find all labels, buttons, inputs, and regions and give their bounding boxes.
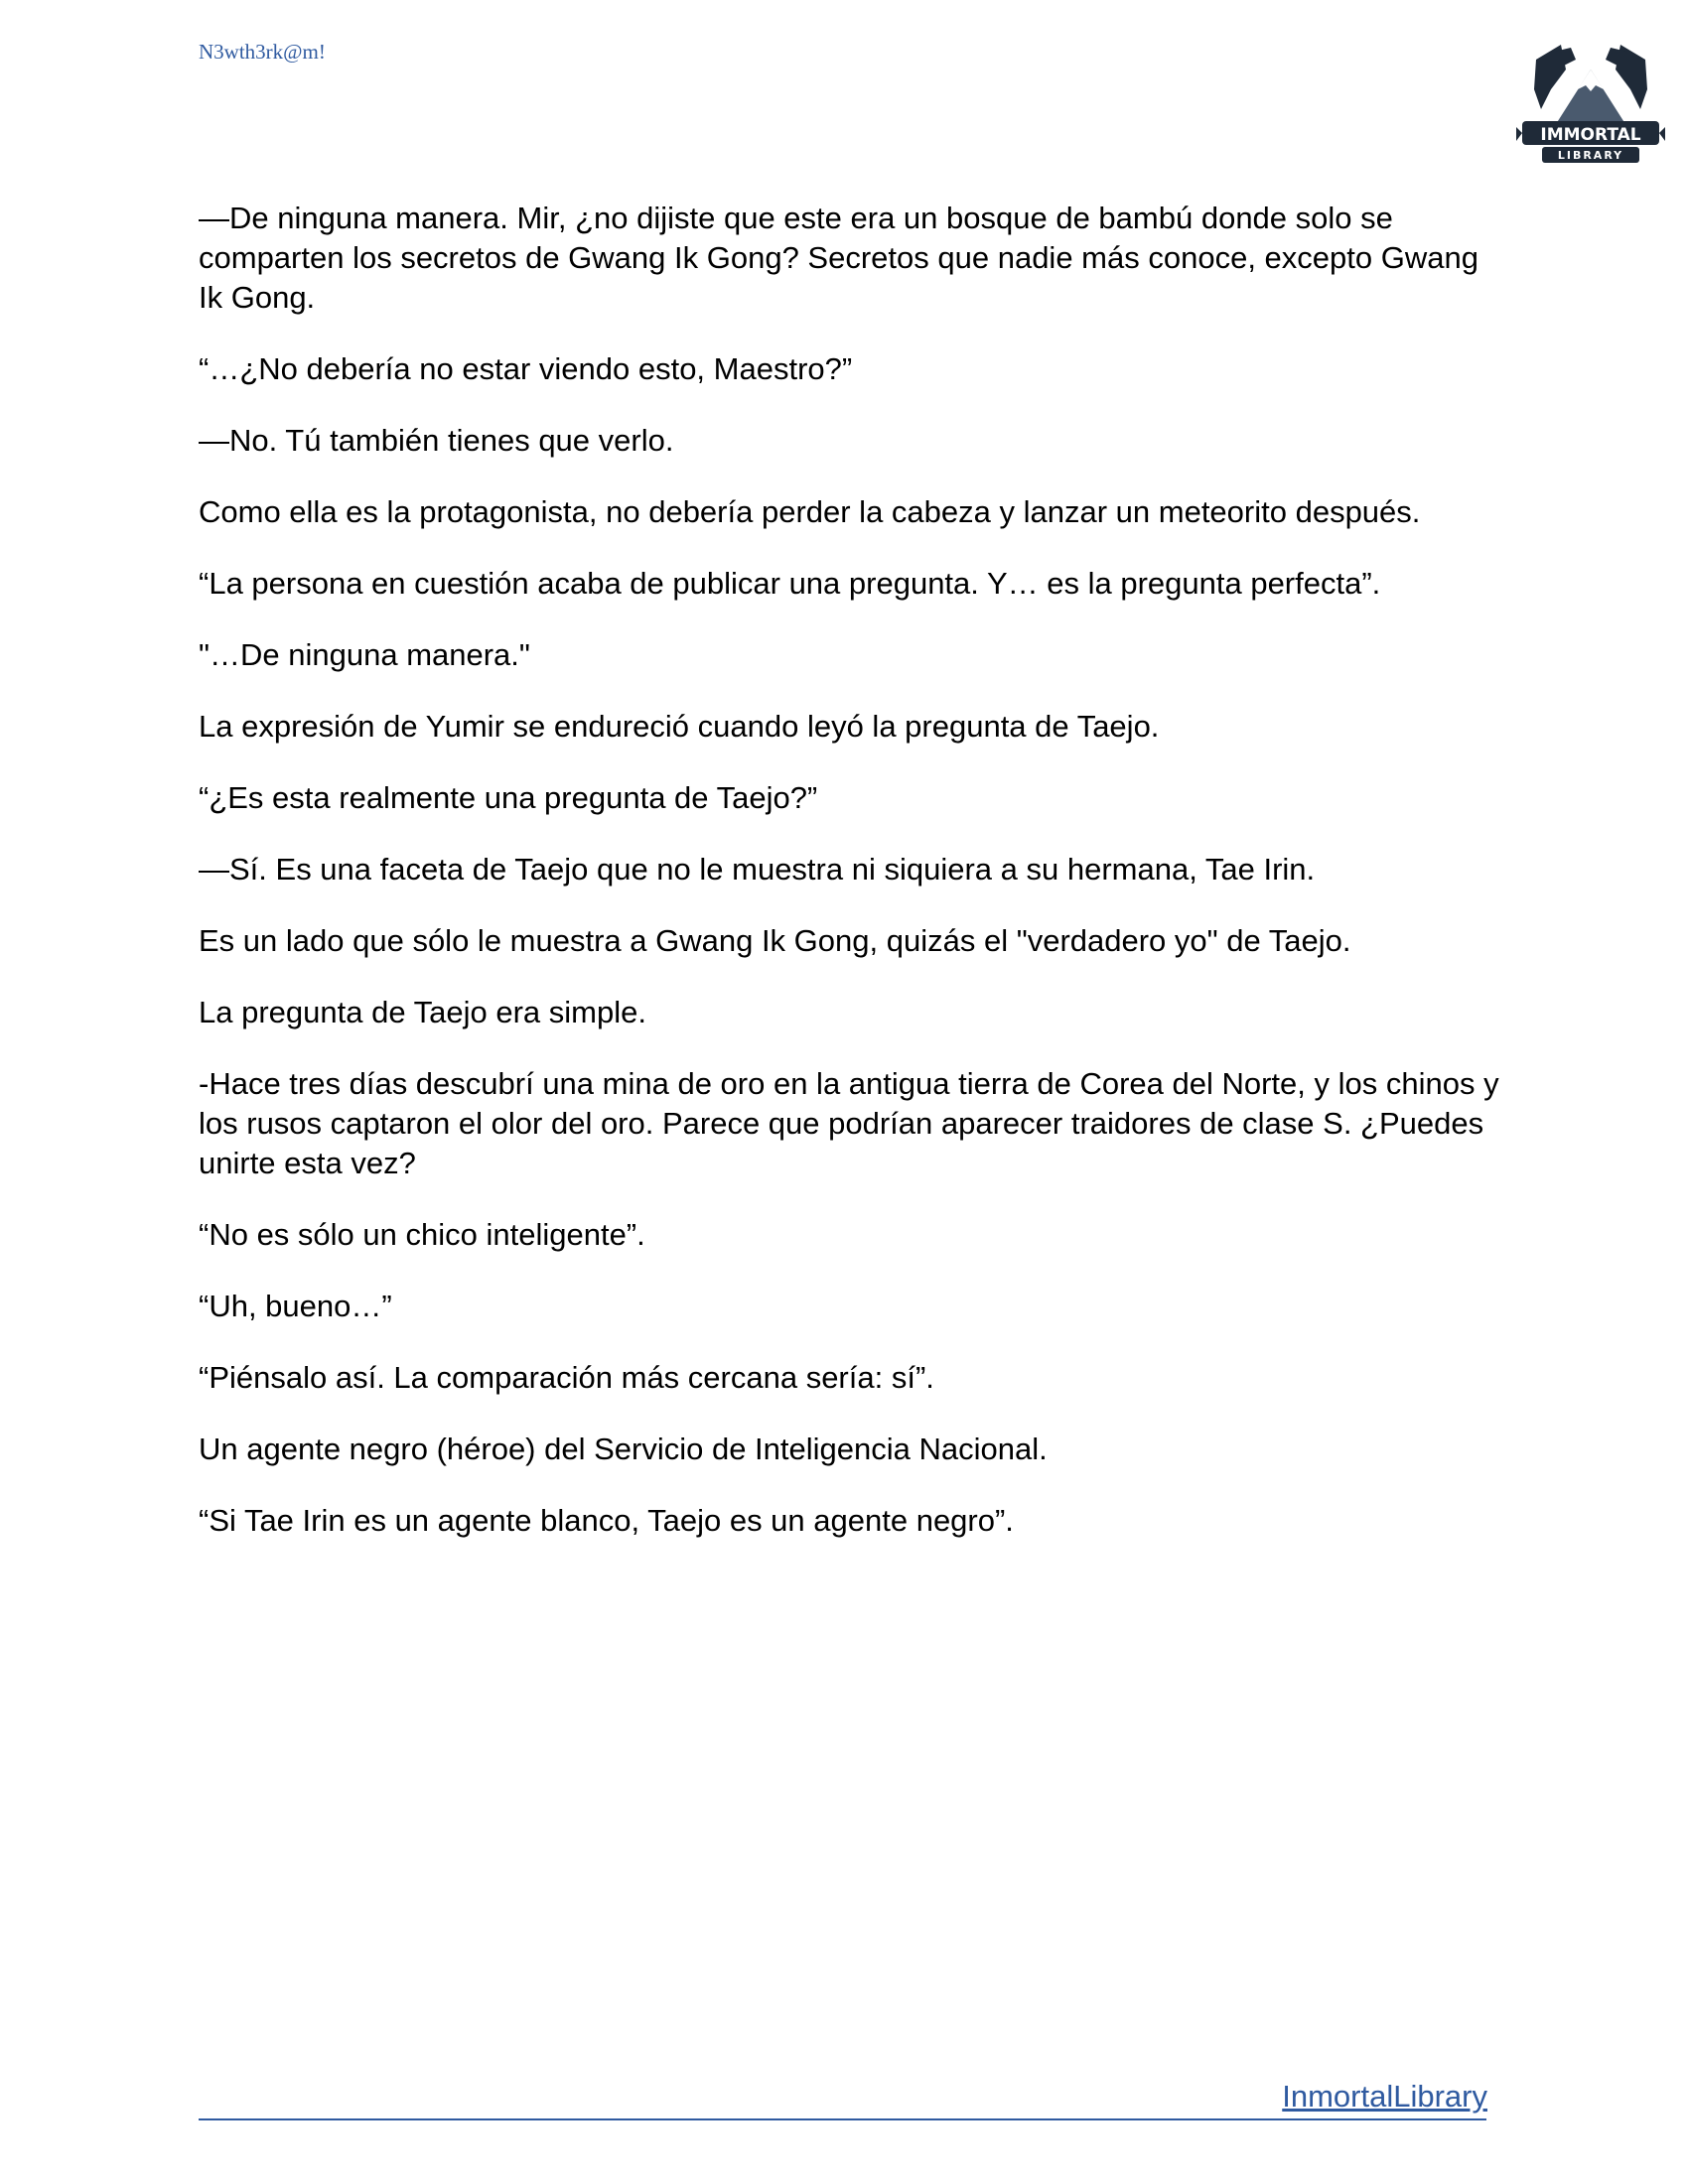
body-paragraph: “…¿No debería no estar viendo esto, Maestro?” — [199, 351, 853, 386]
body-paragraph: —Sí. Es una faceta de Taejo que no le muestra ni siquiera a su hermana, Tae Irin. — [199, 852, 1316, 887]
body-paragraph: —No. Tú también tienes que verlo. — [199, 423, 674, 458]
chapter-body — [199, 199, 1499, 1572]
body-paragraph: —De ninguna manera. Mir, ¿no dijiste que este era un bosque de bambú donde solo se comparten los secretos de Gwang Ik Gong? Secretos que nadie más conoce, excepto Gwang Ik Gong. — [199, 201, 1478, 315]
body-paragraph: "…De ninguna manera." — [199, 637, 530, 672]
body-paragraph: “Uh, bueno…” — [199, 1289, 392, 1323]
body-paragraph: Un agente negro (héroe) del Servicio de Inteligencia Nacional. — [199, 1432, 1048, 1466]
logo-line2: LIBRARY — [1557, 149, 1624, 162]
body-paragraph: “Piénsalo así. La comparación más cercana sería: sí”. — [199, 1360, 934, 1395]
header-watermark: N3wth3rk@m! — [199, 40, 326, 64]
footer-divider — [199, 2118, 1486, 2120]
body-paragraph: “La persona en cuestión acaba de publicar una pregunta. Y… es la pregunta perfecta”. — [199, 566, 1381, 601]
body-paragraph: “No es sólo un chico inteligente”. — [199, 1217, 645, 1252]
body-paragraph: -Hace tres días descubrí una mina de oro en la antigua tierra de Corea del Norte, y los chinos y los rusos captaron el olor del oro. Parece que podrían aparecer traidores de clase S. ¿Puedes unirte esta vez? — [199, 1066, 1499, 1180]
immortal-library-logo — [1516, 30, 1665, 179]
body-paragraph: La expresión de Yumir se endureció cuando leyó la pregunta de Taejo. — [199, 709, 1160, 744]
footer-inmortallibrary-link[interactable]: InmortalLibrary — [1282, 2079, 1487, 2114]
body-paragraph: “¿Es esta realmente una pregunta de Taejo?” — [199, 780, 818, 815]
body-paragraph: La pregunta de Taejo era simple. — [199, 995, 646, 1029]
body-paragraph: “Si Tae Irin es un agente blanco, Taejo es un agente negro”. — [199, 1503, 1014, 1538]
logo-line1: IMMORTAL — [1540, 125, 1641, 145]
body-paragraph: Como ella es la protagonista, no debería perder la cabeza y lanzar un meteorito después. — [199, 494, 1421, 529]
body-paragraph: Es un lado que sólo le muestra a Gwang Ik Gong, quizás el "verdadero yo" de Taejo. — [199, 923, 1351, 958]
dragons-mountain-crest-icon — [1516, 45, 1665, 163]
